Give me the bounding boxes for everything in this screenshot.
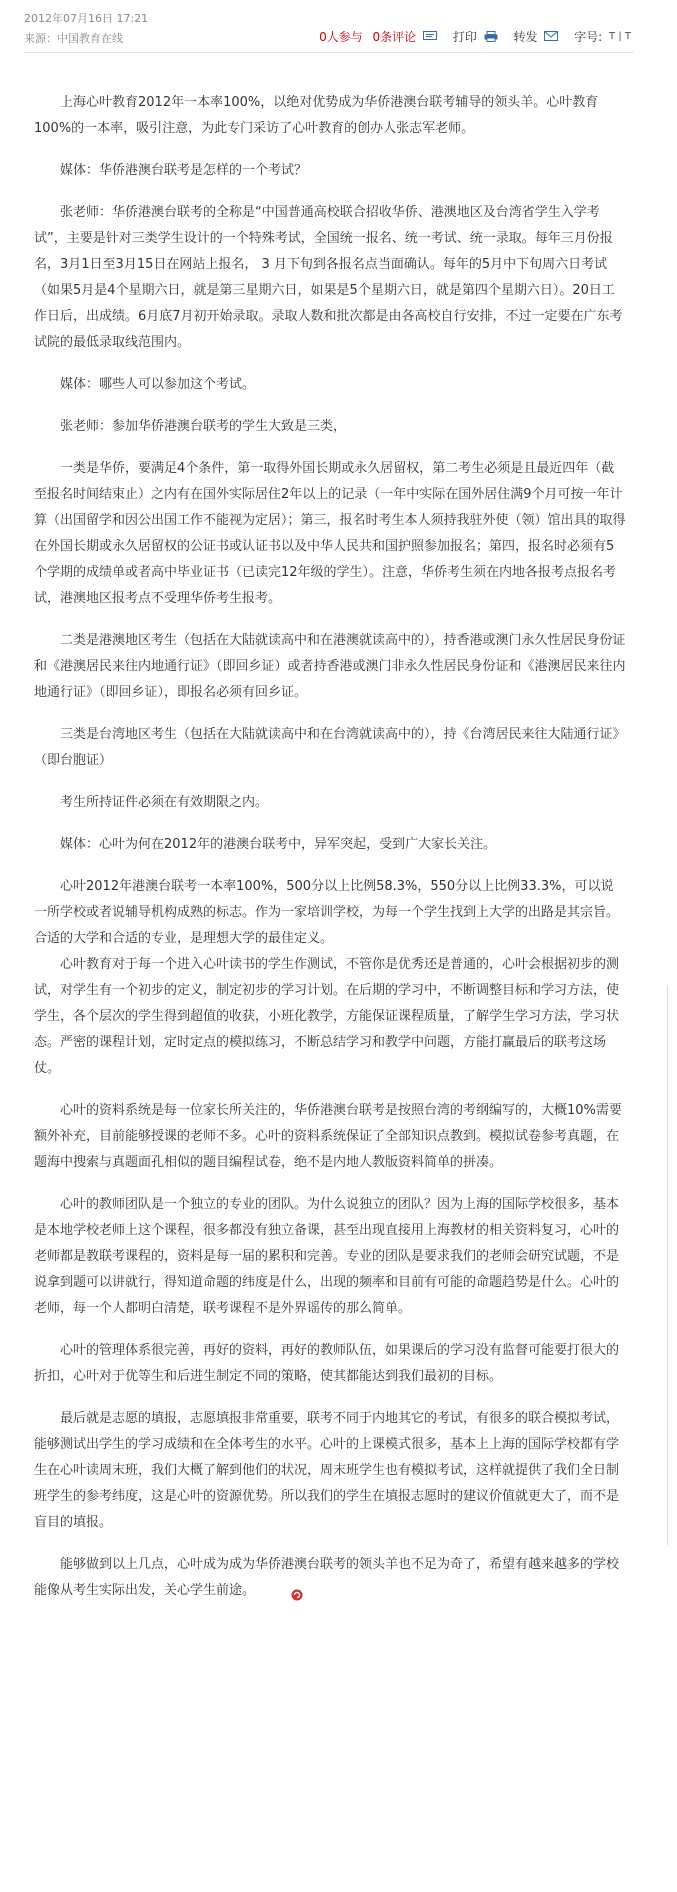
font-size-label: 字号: bbox=[574, 30, 603, 44]
comments-link[interactable]: 0条评论 bbox=[372, 30, 417, 44]
paragraph: 心叶的管理体系很完善，再好的资料，再好的教师队伍，如果课后的学习没有监督可能要打很大的折扣，心叶对于优等生和后进生制定不同的策略，使其都能达到我们最初的目标。 bbox=[34, 1343, 620, 1384]
forward-button[interactable]: 转发 bbox=[513, 30, 538, 44]
mail-icon[interactable] bbox=[544, 31, 558, 42]
paragraph: 媒体：华侨港澳台联考是怎样的一个考试？ bbox=[60, 163, 308, 178]
header-divider bbox=[24, 52, 634, 53]
paragraph: 媒体：哪些人可以参加这个考试。 bbox=[60, 377, 256, 392]
article-body bbox=[34, 90, 626, 1620]
paragraph: 考生所持证件必须在有效期限之内。 bbox=[60, 795, 269, 810]
paragraph: 上海心叶教育2012年一本率100%，以绝对优势成为华侨港澳台联考辅导的领头羊。心叶教育100%的一本率，吸引注意，为此专门采访了心叶教育的创办人张志军老师。 bbox=[34, 95, 599, 136]
paragraph: 张老师：参加华侨港澳台联考的学生大致是三类， bbox=[60, 419, 347, 434]
article-meta bbox=[24, 10, 634, 50]
article-toolbar bbox=[319, 28, 634, 45]
end-mark-icon bbox=[265, 1585, 277, 1597]
paragraph: 媒体：心叶为何在2012年的港澳台联考中，异军突起，受到广大家长关注。 bbox=[60, 837, 497, 852]
font-size-toggle[interactable]: T | T bbox=[609, 31, 631, 42]
comment-icon[interactable] bbox=[423, 31, 437, 42]
page-scroll-edge bbox=[667, 985, 668, 1545]
paragraph: 最后就是志愿的填报，志愿填报非常重要，联考不同于内地其它的考试，有很多的联合模拟考试，能够测试出学生的学习成绩和在全体考生的水平。心叶的上课模式很多，基本上上海的国际学校都有学生在心叶读周末班，我们大概了解到他们的状况，周末班学生也有模拟考试，这样就提供了我们全日制班学生的参考纬度，这是心叶的资源优势。所以我们的学生在填报志愿时的建议价值就更大了，而不是盲目的填报。 bbox=[34, 1411, 620, 1530]
paragraph: 一类是华侨，要满足4个条件，第一取得外国长期或永久居留权，第二考生必须是且最近四年（截至报名时间结束止）之内有在国外实际居住2年以上的记录（一年中实际在国外居住满9个月可按一年计算（出国留学和因公出国工作不能视为定居）；第三，报名时考生本人须持我驻外使（领）馆出具的取得在外国长期或永久居留权的公证书或认证书以及中华人民共和国护照参加报名；第四，报名时必须有5个学期的成绩单或者高中毕业证书（已读完12年级的学生）。注意，华侨考生须在内地各报考点报名考试，港澳地区报考点不受理华侨考生报考。 bbox=[34, 461, 626, 606]
final-paragraph bbox=[34, 1552, 626, 1604]
paragraph: 心叶的资料系统是每一位家长所关注的，华侨港澳台联考是按照台湾的考纲编写的，大概10%需要额外补充，目前能够授课的老师不多。心叶的资料系统保证了全部知识点教到。模拟试卷参考真题，在题海中搜索与真题面孔相似的题目编程试卷，绝不是内地人教版资料简单的拼凑。 bbox=[34, 1103, 622, 1170]
paragraph: 心叶的教师团队是一个独立的专业的团队。为什么说独立的团队？因为上海的国际学校很多，基本是本地学校老师上这个课程，很多都没有独立备课，甚至出现直接用上海教材的相关资料复习，心叶的老师都是教联考课程的，资料是每一届的累积和完善。专业的团队是要求我们的老师会研究试题，不是说拿到题可以讲就行，得知道命题的纬度是什么，出现的频率和目前有可能的命题趋势是什么。心叶的老师，每一个人都明白清楚，联考课程不是外界谣传的那么简单。 bbox=[34, 1197, 620, 1316]
paragraph: 心叶2012年港澳台联考一本率100%，500分以上比例58.3%，550分以上比例33.3%，可以说一所学校或者说辅导机构成熟的标志。作为一家培训学校，为每一个学生找到上大学的出路是其宗旨。合适的大学和合适的专业，是理想大学的最佳定义。 bbox=[34, 879, 620, 946]
paragraph: 心叶教育对于每一个进入心叶读书的学生作测试，不管你是优秀还是普通的，心叶会根据初步的测试，对学生有一个初步的定义，制定初步的学习计划。在后期的学习中，不断调整目标和学习方法，使学生，各个层次的学生得到超值的收获，小班化教学，方能保证课程质量，了解学生学习方法，学习状态。严密的课程计划，定时定点的模拟练习，不断总结学习和教学中问题，方能打赢最后的联考这场仗。 bbox=[34, 957, 620, 1076]
participants-link[interactable]: 0人参与 bbox=[319, 30, 363, 44]
print-icon[interactable] bbox=[484, 31, 498, 42]
paragraph-text: 能够做到以上几点，心叶成为成为华侨港澳台联考的领头羊也不足为奇了，希望有越来越多的学校能像从考生实际出发，关心学生前途。 bbox=[34, 1557, 620, 1598]
print-button[interactable]: 打印 bbox=[452, 30, 477, 44]
paragraph: 张老师：华侨港澳台联考的全称是“中国普通高校联合招收华侨、港澳地区及台湾省学生入学考试”，主要是针对三类学生设计的一个特殊考试，全国统一报名、统一考试、统一录取。每年三月份报名，3月1日至3月15日在网站上报名， 3 月下旬到各报名点当面确认。每年的5月中下旬周六日考试（如果5月是4个星期六日，就是第三星期六日，如果是5个星期六日，就是第四个星期六日）。20日工作日后，出成绩。6月底7月初开始录取。录取人数和批次都是由各高校自行安排，不过一定要在广东考试院的最低录取线范围内。 bbox=[34, 205, 623, 350]
article-source: 来源：中国教育在线 bbox=[24, 32, 123, 45]
paragraph: 三类是台湾地区考生（包括在大陆就读高中和在台湾就读高中的），持《台湾居民来往大陆通行证》（即台胞证） bbox=[34, 727, 626, 768]
paragraph: 二类是港澳地区考生（包括在大陆就读高中和在港澳就读高中的），持香港或澳门永久性居民身份证和《港澳居民来往内地通行证》（即回乡证）或者持香港或澳门非永久性居民身份证和《港澳居民来往内地通行证》（即回乡证），即报名必须有回乡证。 bbox=[34, 633, 626, 700]
publish-date: 2012年07月16日 17:21 bbox=[24, 12, 149, 25]
